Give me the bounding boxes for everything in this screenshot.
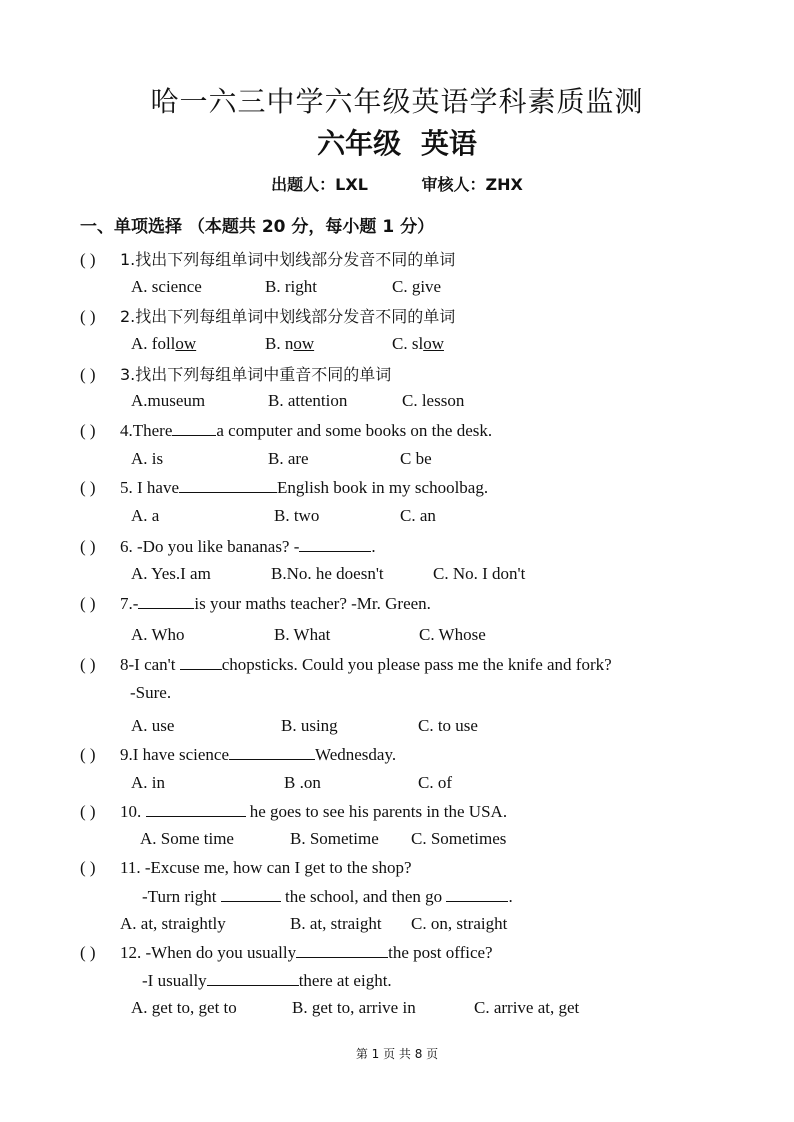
option-a[interactable]: A. follow [131,334,197,353]
answer-blank[interactable] [299,536,371,552]
option-c[interactable]: C. of [418,773,452,792]
answer-blank[interactable] [221,886,281,902]
answer-paren[interactable]: ( ) [80,365,96,384]
question-4: ( ) 4.There a computer and some books on the desk. [80,421,493,440]
page-footer: 第 1 页 共 8 页 [355,1047,439,1061]
option-b[interactable]: B. right [265,277,317,296]
answer-blank[interactable] [180,654,222,670]
answer-blank[interactable] [138,593,194,609]
answer-paren[interactable]: ( ) [80,537,96,556]
option-b[interactable]: B. two [274,506,320,525]
answer-blank[interactable] [207,970,299,986]
question-5: ( ) 5. I have English book in my schoolbag. [80,478,489,497]
answer-blank[interactable] [146,801,246,817]
option-b[interactable]: B .on [284,773,321,792]
option-c[interactable]: C. to use [418,716,478,735]
option-b[interactable]: B. at, straight [290,914,382,933]
answer-paren[interactable]: ( ) [80,478,96,497]
question-3 [80,362,391,385]
question-9: ( ) 9.I have science Wednesday. [80,745,397,764]
question-7: ( ) 7.- is your maths teacher? -Mr. Green. [80,594,431,613]
option-c[interactable]: C. on, straight [411,914,508,933]
option-a[interactable]: A. science [131,277,202,296]
option-c[interactable]: C. give [392,277,442,296]
answer-blank[interactable] [172,420,216,436]
option-b[interactable]: B.No. he doesn't [271,564,384,583]
question-11-reply: -Turn right the school, and then go . [142,887,513,906]
option-c[interactable]: C. slow [392,334,444,353]
question-2 [80,304,455,327]
answer-blank[interactable] [229,744,315,760]
answer-blank[interactable] [179,477,277,493]
option-b[interactable]: B. What [274,625,331,644]
option-b[interactable]: B. get to, arrive in [292,998,416,1017]
question-stem: 3.找出下列每组单词中重音不同的单词 [120,365,392,384]
answer-paren[interactable]: ( ) [80,594,96,613]
question-12: ( ) 12. -When do you usually the post office? [80,943,493,962]
exam-title: 哈一六三中学六年级英语学科素质监测 [150,85,644,118]
question-8-reply: -Sure. [130,683,172,702]
question-10: ( ) 10. he goes to see his parents in the USA. [80,802,508,821]
answer-paren[interactable]: ( ) [80,943,96,962]
question-stem: 1.找出下列每组单词中划线部分发音不同的单词 [120,250,456,269]
answer-blank[interactable] [296,942,388,958]
question-stem: 2.找出下列每组单词中划线部分发音不同的单词 [120,307,456,326]
question-1 [80,247,455,270]
option-b[interactable]: B. attention [268,391,348,410]
section-title: 一、单项选择 （本题共 20 分，每小题 1 分） [80,217,435,237]
option-a[interactable]: A. Some time [140,829,234,848]
answer-paren[interactable]: ( ) [80,802,96,821]
option-c[interactable]: C. an [400,506,436,525]
option-c[interactable]: C be [400,449,432,468]
option-b[interactable]: B. Sometime [290,829,379,848]
option-a[interactable]: A. get to, get to [131,998,237,1017]
option-b[interactable]: B. are [268,449,309,468]
option-a[interactable]: A. a [131,506,160,525]
answer-paren[interactable]: ( ) [80,655,96,674]
option-c[interactable]: C. Whose [419,625,486,644]
option-b[interactable]: B. using [281,716,338,735]
answer-paren[interactable]: ( ) [80,421,96,440]
question-6: ( ) 6. -Do you like bananas? - . [80,537,376,556]
answer-paren[interactable]: ( ) [80,745,96,764]
option-c[interactable]: C. No. I don't [433,564,526,583]
question-12-reply: -I usually there at eight. [142,971,392,990]
question-11: ( ) 11. -Excuse me, how can I get to the shop? [80,858,412,877]
option-a[interactable]: A. at, straightly [120,914,226,933]
answer-paren[interactable]: ( ) [80,307,96,326]
answer-paren[interactable]: ( ) [80,858,96,877]
answer-blank[interactable] [446,886,508,902]
setter-label: 出题人：LXL [271,175,368,194]
option-c[interactable]: C. arrive at, get [474,998,580,1017]
exam-subtitle: 六年级 英语 [317,127,477,160]
option-b[interactable]: B. now [265,334,315,353]
option-a[interactable]: A.museum [131,391,206,410]
exam-meta [0,172,794,195]
option-a[interactable]: A. Yes.I am [131,564,211,583]
reviewer-label: 审核人：ZHX [421,175,523,194]
option-a[interactable]: A. in [131,773,165,792]
option-a[interactable]: A. is [131,449,164,468]
option-c[interactable]: C. lesson [402,391,465,410]
option-c[interactable]: C. Sometimes [411,829,507,848]
option-a[interactable]: A. Who [131,625,185,644]
question-8: ( ) 8-I can't chopsticks. Could you please pass me the knife and fork? [80,655,612,674]
answer-paren[interactable]: ( ) [80,250,96,269]
option-a[interactable]: A. use [131,716,175,735]
